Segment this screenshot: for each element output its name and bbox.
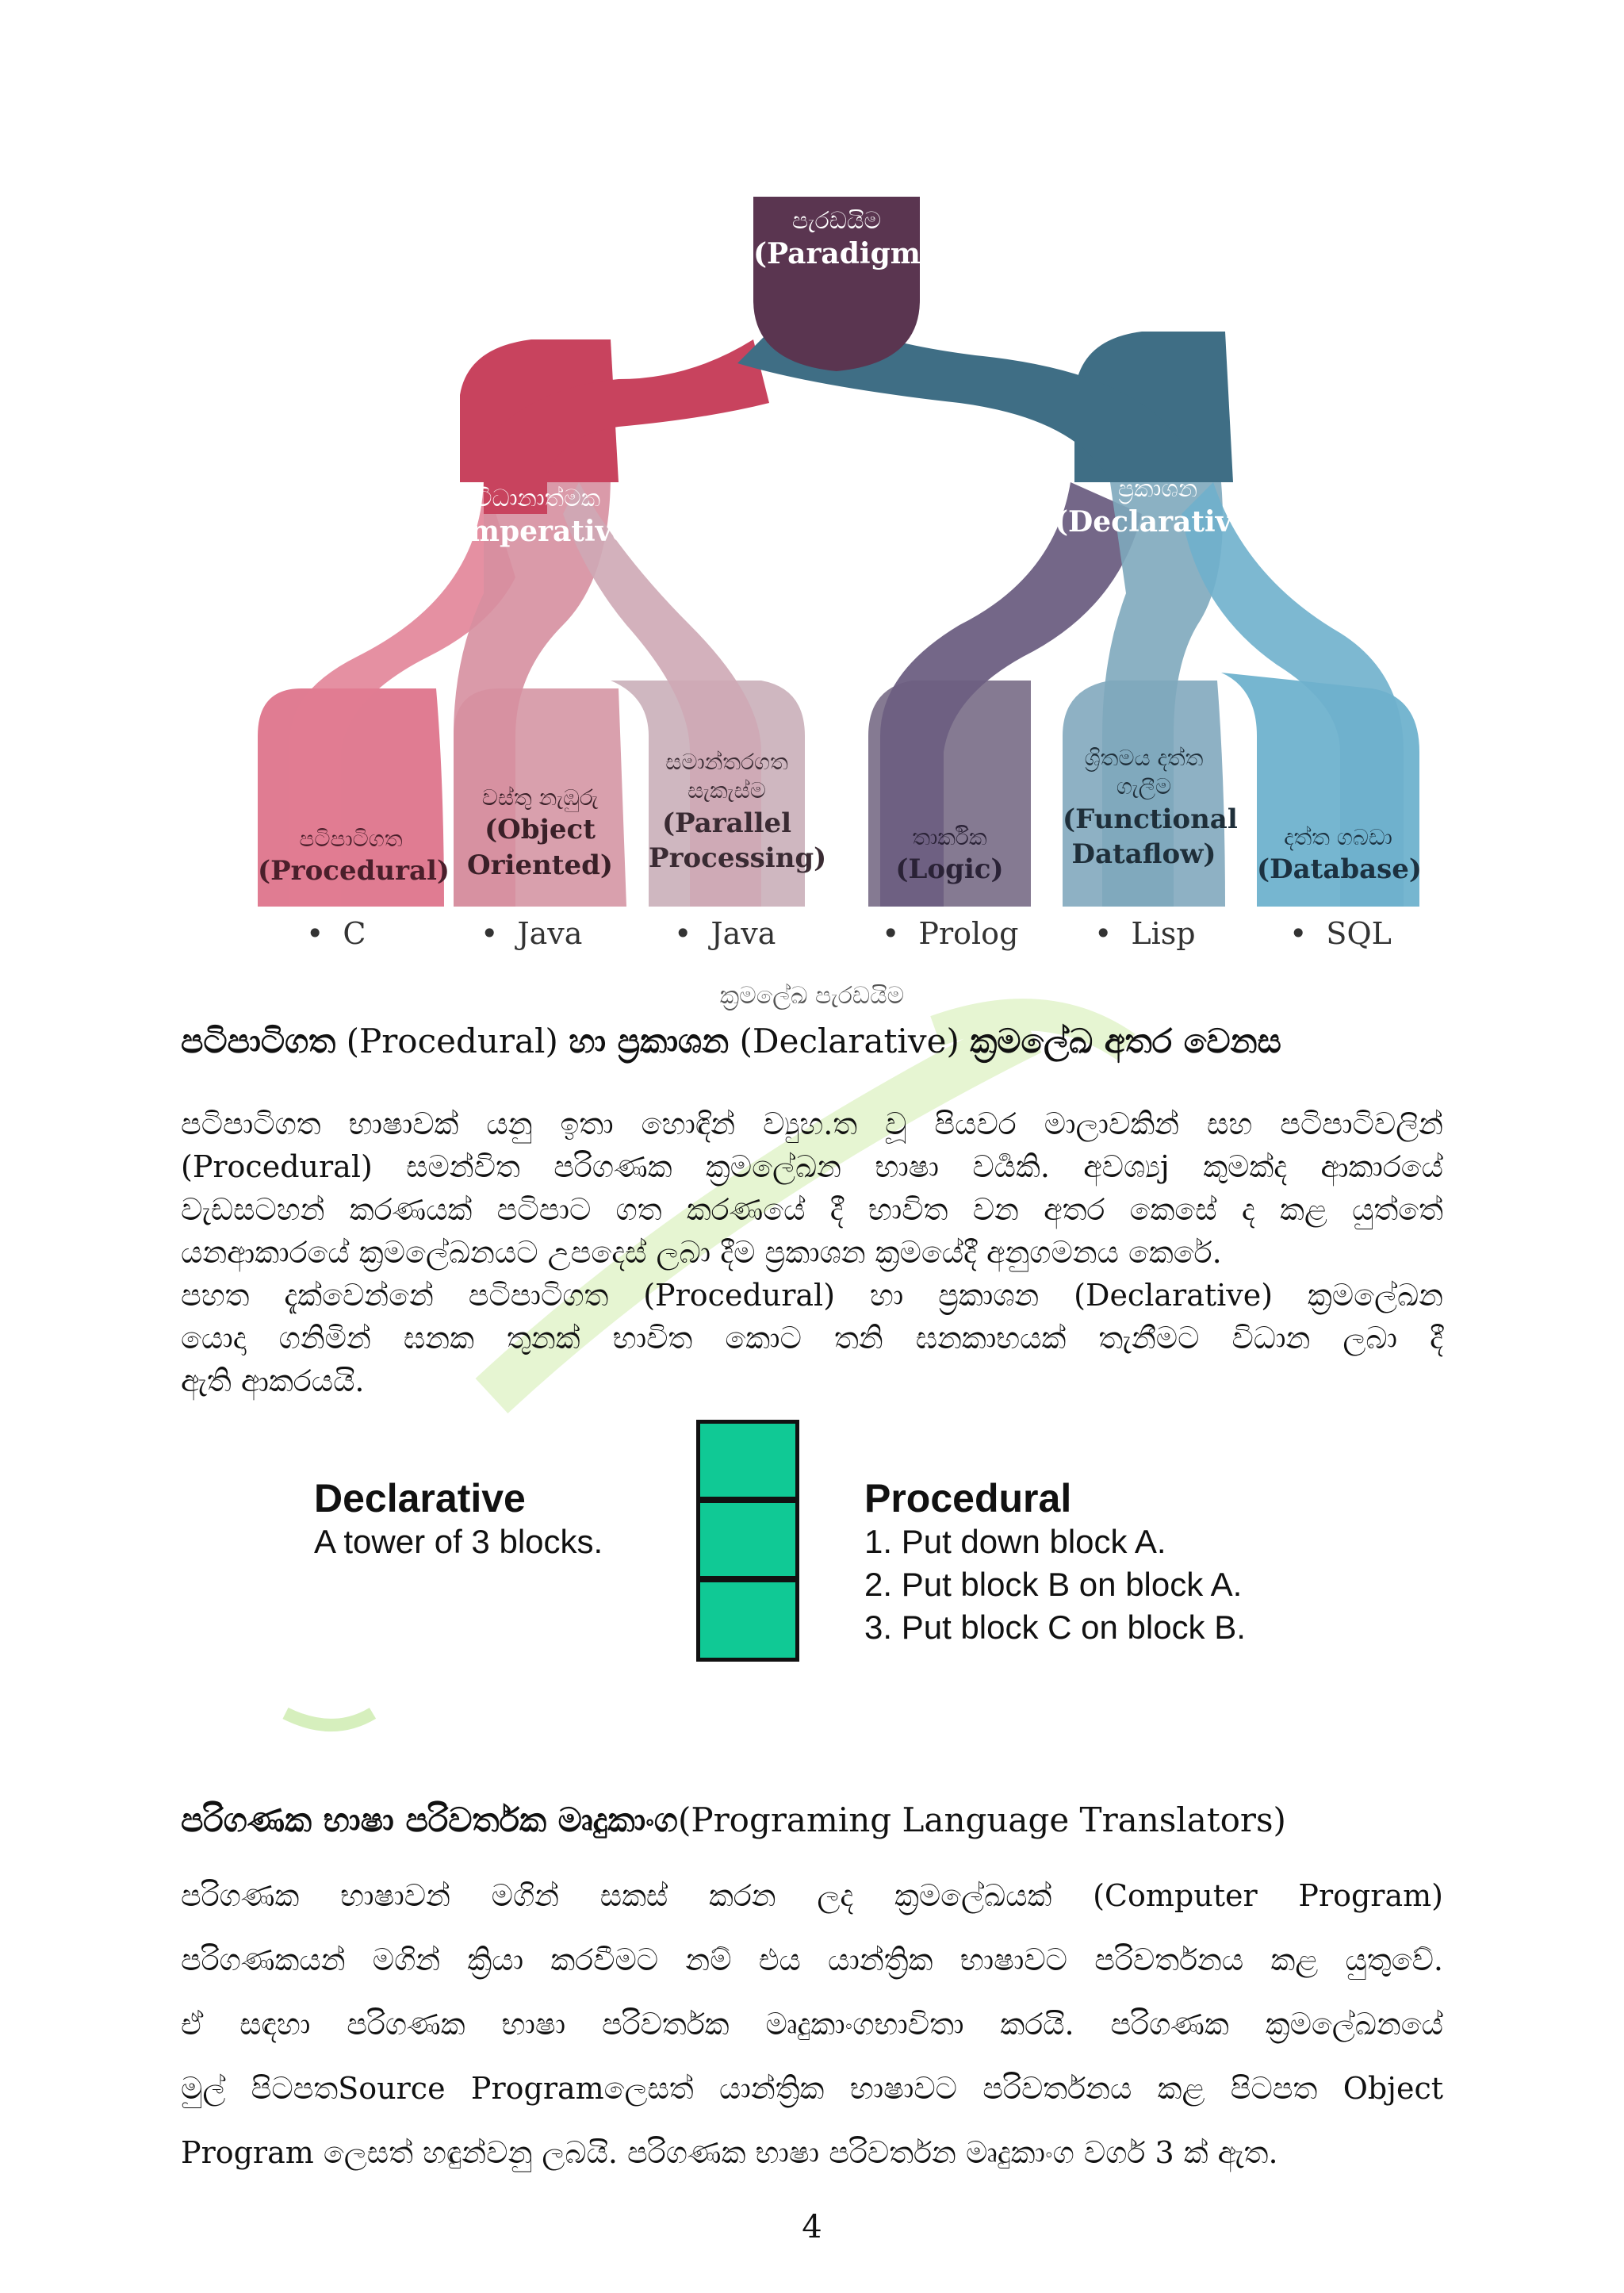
leaf-object-en: (Object Oriented) xyxy=(467,814,613,881)
figure-caption: ක්‍රමලේඛ පැරඩයිම xyxy=(719,982,905,1010)
section2-line: Program ලෙසත් හඳුන්වනු ලබයි. පරිගණක භාෂා පරිවර්තන මෘදුකාංග වර්ග 3 ක් ඇත. xyxy=(181,2135,1278,2170)
section2-paragraph xyxy=(181,1864,1443,2185)
root-node-en: (Paradigms) xyxy=(753,236,951,270)
section2-line: මුල් පිටපතSource Programලෙසත් යාන්ත්‍රික භාෂාවට පරිවර්තනය කළ පිටපත Object xyxy=(181,2071,1443,2106)
leaf-procedural-si: පටිපාටිගත xyxy=(299,826,403,852)
imperative-node xyxy=(442,484,644,550)
block-b xyxy=(696,1499,799,1580)
procedural-step: 3. Put block C on block B. xyxy=(864,1609,1246,1646)
lang-lisp: • Lisp xyxy=(1094,916,1196,951)
declarative-text: A tower of 3 blocks. xyxy=(314,1523,603,1560)
leaf-procedural xyxy=(258,825,450,889)
declarative-node-si: ප්‍රකාශන xyxy=(1117,475,1198,503)
leaf-logic xyxy=(868,823,1031,888)
lang-java-parallel: • Java xyxy=(674,916,776,951)
leaf-functional xyxy=(1063,744,1238,872)
lang-c: • C xyxy=(306,916,366,951)
imperative-node-si: විධානාත්මක xyxy=(474,485,601,512)
procedural-title: Procedural xyxy=(864,1476,1072,1520)
declarative-node xyxy=(1055,474,1264,540)
leaf-functional-en: (Functional Dataflow) xyxy=(1063,803,1238,870)
section1-line: පහත දැක්වෙන්නේ පටිපාටිගත (Procedural) හා ප්‍රකාශන (Declarative) ක්‍රමලේඛන xyxy=(181,1278,1443,1313)
page-number: 4 xyxy=(802,2209,822,2245)
leaf-logic-en: (Logic) xyxy=(895,853,1004,886)
leaf-logic-si: තාර්කික xyxy=(912,824,987,850)
leaf-parallel-en: (Parallel Processing) xyxy=(649,807,827,874)
imperative-node-en: (Imperative) xyxy=(442,514,644,548)
lang-java-oo: • Java xyxy=(481,916,583,951)
leaf-parallel-si: සමාන්තරගත සැකැස්ම xyxy=(665,749,788,804)
section1-line: පටිපාටිගත භාෂාවක් යනු ඉතා හොඳින් ව්‍යුහ.ත වූ පියවර මාලාවකින් සහ පටිපාටිවලින් xyxy=(181,1106,1443,1141)
section2-line: පරිගණක භාෂාවන් මගින් සකස් කරන ලද ක්‍රමලේඛයක් (Computer Program) xyxy=(181,1878,1443,1913)
section1-line: යනආකාරයේ ක්‍රමලේඛනයට උපදෙස් ලබා දීම ප්‍රකාශන ක්‍රමයේදී අනුගමනය කෙරේ. xyxy=(181,1235,1222,1270)
section1-paragraph xyxy=(181,1102,1443,1402)
section1-line: යොදා ගනිමින් ඝනක තුනක් භාවිත කොට තනි ඝනකාභයක් තැනීමට විධාන ලබා දී xyxy=(181,1321,1443,1355)
root-node-si: පැරඩයිම xyxy=(791,207,882,235)
leaf-database-si: දත්ත ගබඩා xyxy=(1284,824,1392,850)
procedural-step: 1. Put down block A. xyxy=(864,1523,1166,1560)
paradigm-tree-figure xyxy=(246,181,1451,982)
lang-sql: • SQL xyxy=(1289,916,1392,951)
leaf-object-oriented xyxy=(454,784,626,883)
root-node xyxy=(753,206,951,272)
leaf-functional-si: ශ්‍රිතමය දත්ත ගැලීම xyxy=(1084,745,1204,800)
block-c xyxy=(696,1420,799,1501)
procedural-step: 2. Put block B on block A. xyxy=(864,1566,1243,1603)
section1-line: වැඩසටහන් කරණයක් පටිපාට ගත කරණයේ දී භාවිත වන අතර කෙසේ ද කළ යුත්තේ xyxy=(181,1192,1443,1227)
section2-line: ඒ සඳහා පරිගණක භාෂා පරිවර්තක මෘදුකාංගභාවිතා කරයි. පරිගණක ක්‍රමලේඛනයේ xyxy=(181,2007,1443,2042)
section1-heading: පටිපාටිගත (Procedural) හා ප්‍රකාශන (Declarative) ක්‍රමලේඛ අතර වෙනස xyxy=(181,1022,1281,1060)
leaf-parallel xyxy=(649,748,827,876)
section1-line: ඇති ආකරයයි. xyxy=(181,1363,365,1398)
lang-prolog: • Prolog xyxy=(882,916,1019,951)
leaf-database-en: (Database) xyxy=(1257,853,1423,886)
declarative-title: Declarative xyxy=(314,1476,526,1520)
blocks-figure xyxy=(309,1420,1340,1689)
block-a xyxy=(696,1578,799,1662)
leaf-procedural-en: (Procedural) xyxy=(258,855,450,888)
declarative-node-en: (Declarative) xyxy=(1055,504,1264,539)
leaf-database xyxy=(1257,823,1423,888)
section1-line: (Procedural) සමන්විත පරිගණක ක්‍රමලේඛන භාෂා වර්‍යකි. අවශ්‍යj කුමක්ද ආකාරයේ xyxy=(181,1149,1443,1184)
section2-heading: පරිගණක භාෂා පරිවර්තක මෘදුකාංග(Programing Language Translators) xyxy=(181,1800,1286,1839)
leaf-object-si: වස්තු නැඹුරු xyxy=(481,784,599,811)
section2-line: පරිගණකයන් මගින් ක්‍රියා කරවීමට නම් එය යාන්ත්‍රික භාෂාවට පරිවර්තනය කළ යුතුවේ. xyxy=(181,1942,1443,1977)
